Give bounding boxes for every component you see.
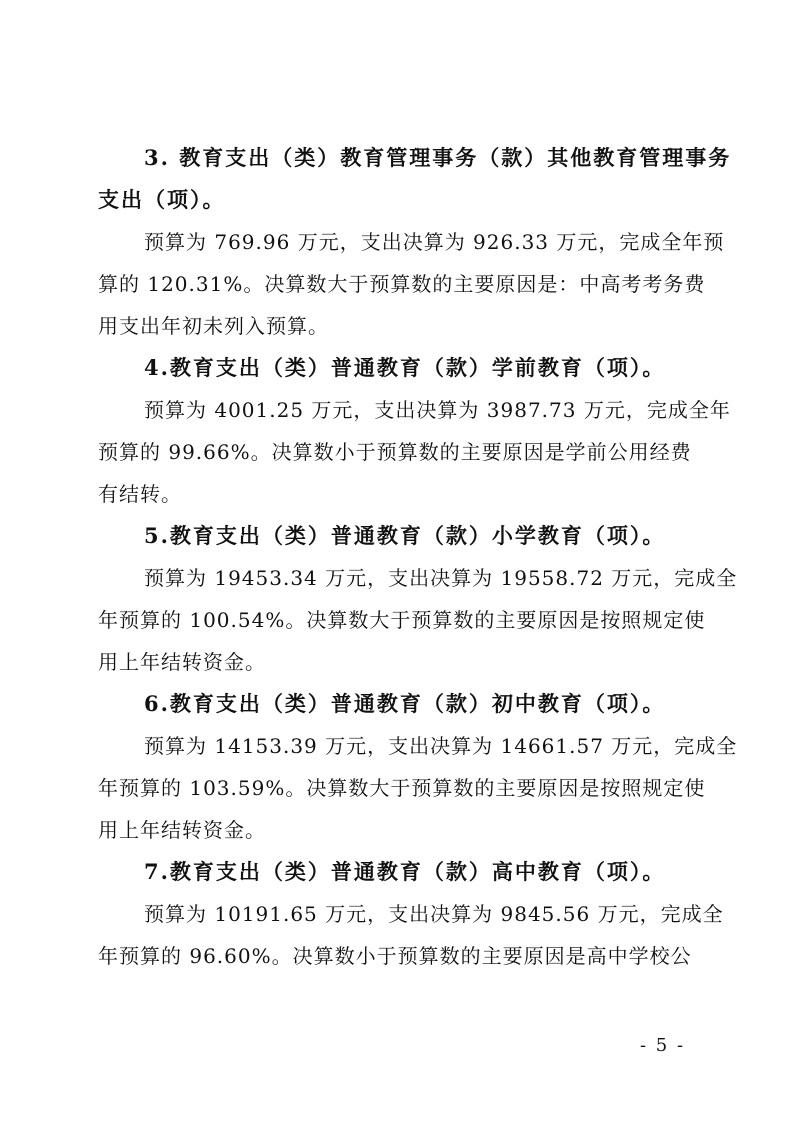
body-text-line: 年预算的 103.59%。决算数大于预算数的主要原因是按照规定使 bbox=[98, 776, 706, 800]
section-heading-line: 3. 教育支出（类）教育管理事务（款）其他教育管理事务 bbox=[144, 145, 732, 170]
body-text-line: 预算为 14153.39 万元，支出决算为 14661.57 万元，完成全 bbox=[144, 734, 738, 758]
body-text-line: 预算的 99.66%。决算数小于预算数的主要原因是学前公用经费 bbox=[98, 440, 692, 464]
section-heading-line: 6.教育支出（类）普通教育（款）初中教育（项）。 bbox=[144, 691, 666, 716]
body-text-line: 用上年结转资金。 bbox=[98, 818, 266, 842]
body-text-line: 用支出年初未列入预算。 bbox=[98, 314, 329, 338]
body-text-line: 算的 120.31%。决算数大于预算数的主要原因是：中高考考务费 bbox=[98, 272, 706, 296]
body-text-line: 年预算的 96.60%。决算数小于预算数的主要原因是高中学校公 bbox=[98, 944, 692, 968]
section-heading-line: 4.教育支出（类）普通教育（款）学前教育（项）。 bbox=[144, 355, 666, 380]
section-heading-line: 5.教育支出（类）普通教育（款）小学教育（项）。 bbox=[144, 523, 666, 548]
body-text-line: 预算为 10191.65 万元，支出决算为 9845.56 万元，完成全 bbox=[144, 902, 724, 926]
section-heading-line: 支出（项）。 bbox=[98, 187, 226, 212]
body-text-line: 年预算的 100.54%。决算数大于预算数的主要原因是按照规定使 bbox=[98, 608, 706, 632]
body-text-line: 预算为 19453.34 万元，支出决算为 19558.72 万元，完成全 bbox=[144, 566, 738, 590]
body-text-line: 预算为 769.96 万元，支出决算为 926.33 万元，完成全年预 bbox=[144, 230, 725, 254]
body-text-line: 预算为 4001.25 万元，支出决算为 3987.73 万元，完成全年 bbox=[144, 398, 731, 422]
section-heading-line: 7.教育支出（类）普通教育（款）高中教育（项）。 bbox=[144, 859, 666, 884]
body-text-line: 用上年结转资金。 bbox=[98, 650, 266, 674]
page-number: - 5 - bbox=[640, 1035, 686, 1056]
body-text-line: 有结转。 bbox=[98, 482, 182, 506]
